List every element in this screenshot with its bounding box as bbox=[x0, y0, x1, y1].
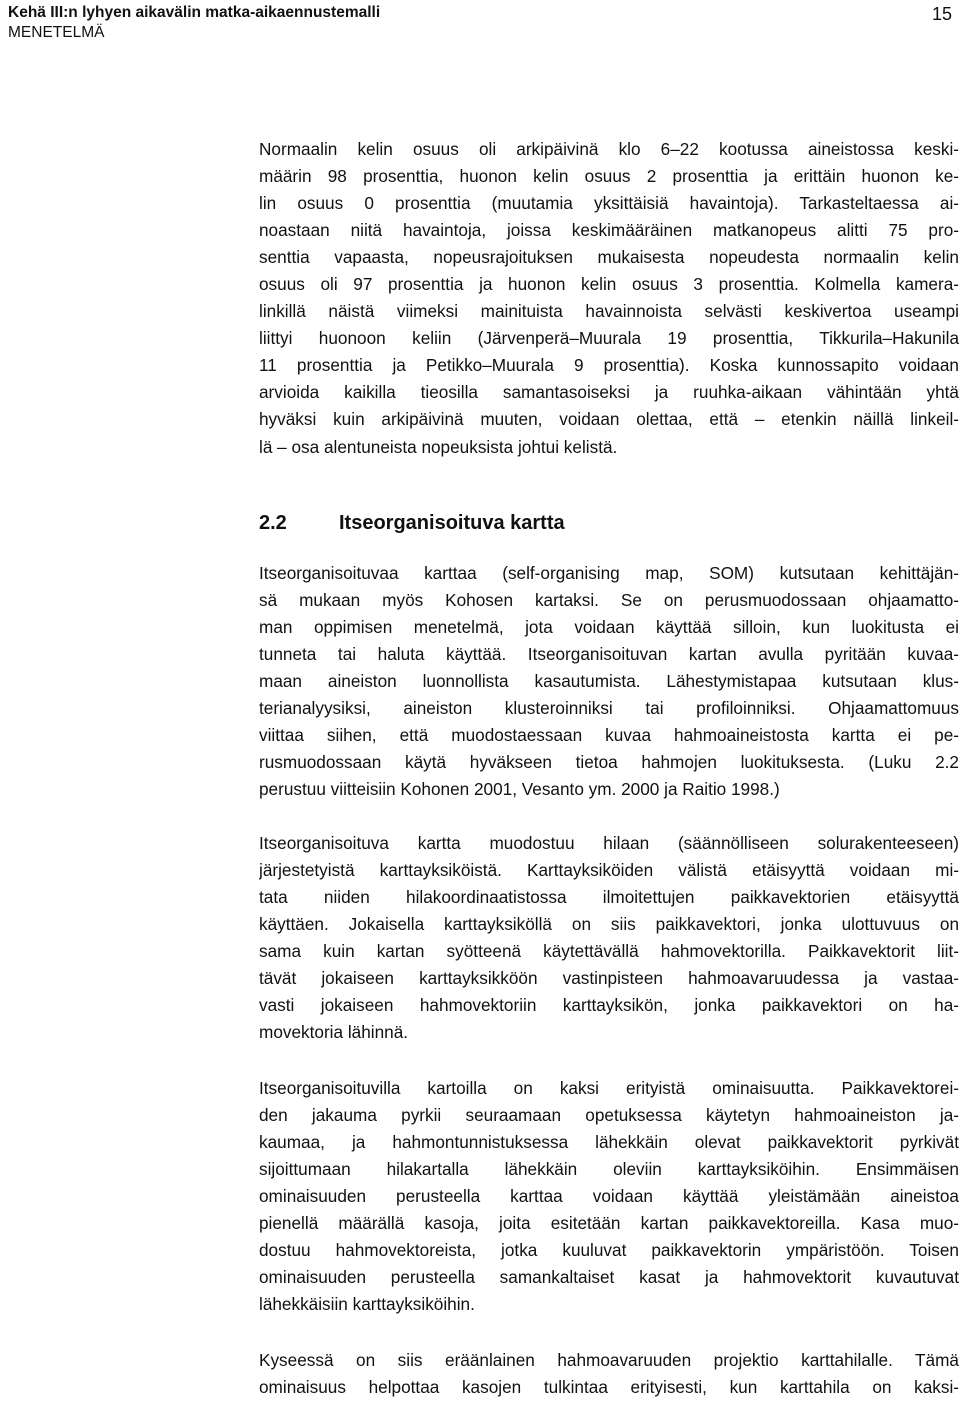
text-line: määrin 98 prosenttia, huonon kelin osuus 2 prosenttia ja erittäin huonon ke- bbox=[259, 166, 959, 187]
text-line: pienellä määrällä kasoja, joita esitetään kartan paikkavektoreilla. Kasa muo- bbox=[259, 1213, 959, 1234]
paragraph-som-grid bbox=[259, 830, 959, 1046]
text-line: osuus oli 97 prosenttia ja huonon kelin osuus 3 prosenttia. Kolmella kamera- bbox=[259, 274, 959, 295]
text-line: lähekkäisiin karttayksiköihin. bbox=[259, 1294, 475, 1315]
text-line: Kyseessä on siis eräänlainen hahmoavaruuden projektio karttahilalle. Tämä bbox=[259, 1350, 959, 1370]
text-line: den jakauma pyrkii seuraamaan opetuksessa käytetyn hahmoaineiston ja- bbox=[259, 1105, 959, 1126]
section-heading bbox=[259, 508, 565, 538]
text-line: lä – osa alentuneista nopeuksista johtui kelistä. bbox=[259, 436, 618, 457]
text-line: sama kuin kartan syötteenä käytettävällä hahmovektorilla. Paikkavektorit liit- bbox=[259, 941, 959, 962]
text-line: Itseorganisoituvilla kartoilla on kaksi erityistä ominaisuutta. Paikkavektorei- bbox=[259, 1078, 959, 1098]
text-line: lin osuus 0 prosenttia (muutamia yksittäisiä havaintoja). Tarkasteltaessa ai- bbox=[259, 193, 959, 214]
text-line: 11 prosenttia ja Petikko–Muurala 9 prosenttia). Koska kunnossapito voidaan bbox=[259, 355, 959, 376]
text-line: ominaisuuden perusteella karttaa voidaan käyttää yleistämään aineistoa bbox=[259, 1186, 959, 1207]
text-line: dostuu hahmovektoreista, jotka kuuluvat paikkavektorin ympäristöön. Toisen bbox=[259, 1240, 959, 1261]
text-line: senttia vapaasta, nopeusrajoituksen mukaisesta nopeudesta normaalin kelin bbox=[259, 247, 959, 268]
text-line: Itseorganisoituva kartta muodostuu hilaan (säännölliseen solurakenteeseen) bbox=[259, 833, 959, 853]
text-line: tata niiden hilakoordinaatistossa ilmoitettujen paikkavektorien etäisyyttä bbox=[259, 887, 959, 908]
text-line: sijoittumaan hilakartalla lähekkäin oleviin karttayksiköihin. Ensimmäisen bbox=[259, 1159, 959, 1180]
text-line: man oppimisen menetelmä, jota voidaan käyttää silloin, kun luokitusta ei bbox=[259, 617, 959, 638]
page-number: 15 bbox=[931, 4, 952, 24]
paragraph-som-properties bbox=[259, 1075, 959, 1318]
text-line: hyväksi kuin arkipäivinä muuten, voidaan olettaa, että – etenkin näillä linkeil- bbox=[259, 409, 959, 430]
text-line: sä mukaan myös Kohosen kartaksi. Se on perusmuodossaan ohjaamatto- bbox=[259, 590, 959, 611]
text-line: arvioida kaikilla tieosilla samantasoiseksi ja ruuhka-aikaan vähintään yhtä bbox=[259, 382, 959, 403]
text-line: perustuu viitteisiin Kohonen 2001, Vesanto ym. 2000 ja Raitio 1998.) bbox=[259, 779, 780, 800]
text-line: ominaisuuden perusteella samankaltaiset kasat ja hahmovektorit kuvautuvat bbox=[259, 1267, 959, 1288]
section-number: 2.2 bbox=[259, 512, 287, 534]
text-line: linkillä näistä viimeksi mainituista havainnoista selvästi keskivertoa useampi bbox=[259, 301, 959, 322]
text-line: ominaisuus helpottaa kasojen tulkintaa erityisesti, kun karttahila on kaksi- bbox=[259, 1377, 959, 1398]
section-title: Itseorganisoituva kartta bbox=[339, 512, 565, 534]
text-line: tävät jokaiseen karttayksikköön vastinpisteen hahmoavaruudessa ja vastaa- bbox=[259, 968, 959, 989]
paragraph-weather-share bbox=[259, 136, 959, 461]
running-subtitle: MENETELMÄ bbox=[8, 24, 105, 41]
text-line: kaumaa, ja hahmontunnistuksessa lähekkäin olevat paikkavektorit pyrkivät bbox=[259, 1132, 959, 1153]
running-title: Kehä III:n lyhyen aikavälin matka-aikaennustemalli bbox=[8, 4, 381, 21]
text-line: maan aineiston luonnollista kasautumista. Lähestymistapaa kutsutaan klus- bbox=[259, 671, 959, 692]
text-line: Normaalin kelin osuus oli arkipäivinä klo 6–22 kootussa aineistossa keski- bbox=[259, 139, 959, 159]
paragraph-som-projection bbox=[259, 1347, 959, 1401]
text-line: viittaa siihen, että muodostaessaan kuvaa hahmoaineistosta kartta ei pe- bbox=[259, 725, 959, 746]
text-line: rusmuodossaan käytä hyväkseen tietoa hahmojen luokituksesta. (Luku 2.2 bbox=[259, 752, 959, 773]
text-line: vasti jokaiseen hahmovektoriin karttayksikön, jonka paikkavektori on ha- bbox=[259, 995, 959, 1016]
text-line: Itseorganisoituvaa karttaa (self-organising map, SOM) kutsutaan kehittäjän- bbox=[259, 563, 959, 583]
text-line: movektoria lähinnä. bbox=[259, 1022, 409, 1043]
text-line: noastaan niitä havaintoja, joissa keskimääräinen matkanopeus alitti 75 pro- bbox=[259, 220, 959, 241]
text-line: liittyi huonoon keliin (Järvenperä–Muurala 19 prosenttia, Tikkurila–Hakunila bbox=[259, 328, 959, 349]
text-line: terianalyysiksi, aineiston klusteroinniksi tai profiloinniksi. Ohjaamattomuus bbox=[259, 698, 959, 719]
text-line: käyttäen. Jokaisella karttayksiköllä on siis paikkavektori, jonka ulottuvuus on bbox=[259, 914, 959, 935]
text-line: tunneta tai haluta käyttää. Itseorganisoituvan kartan avulla pyritään kuvaa- bbox=[259, 644, 959, 665]
text-line: järjestetyistä karttayksiköistä. Karttayksiköiden välistä etäisyyttä voidaan mi- bbox=[259, 860, 959, 881]
paragraph-som-intro bbox=[259, 560, 959, 803]
